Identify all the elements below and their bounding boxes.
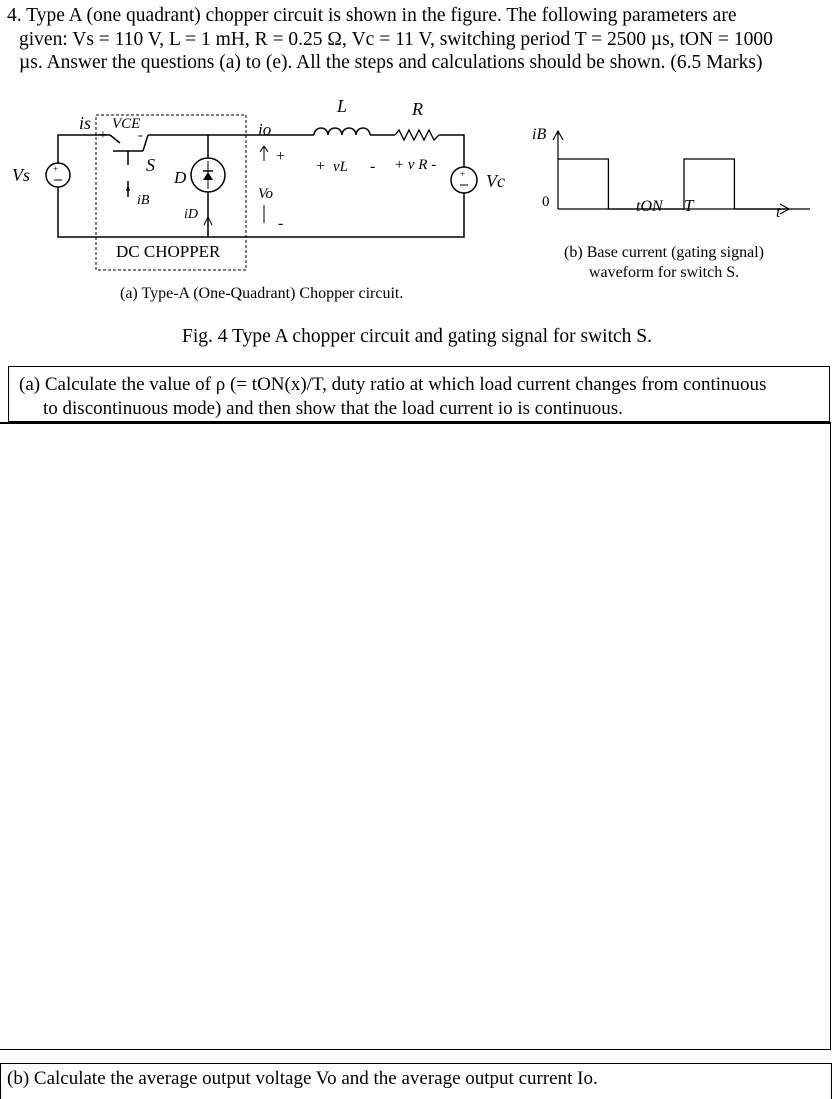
- vce-plus: +: [99, 128, 107, 143]
- resistor-r: [395, 130, 440, 140]
- vo-plus: +: [276, 148, 286, 165]
- vr-label: + v R -: [394, 157, 437, 173]
- waveform-t-period: T: [684, 196, 694, 215]
- transistor-switch: [110, 135, 148, 197]
- inductor-l: [314, 128, 370, 135]
- diode-d-label: D: [174, 168, 187, 187]
- vs-source-plus: +: [53, 164, 59, 174]
- inductor-label: L: [337, 96, 348, 116]
- vo-label: Vo: [258, 186, 273, 202]
- id-label: iD: [184, 207, 198, 222]
- caption-b-line-1: (b) Base current (gating signal): [564, 244, 764, 261]
- vs-label: Vs: [12, 165, 30, 185]
- waveform-ton: tON: [636, 198, 663, 215]
- question-line-3: µs. Answer the questions (a) to (e). All the steps and calculations should be shown. (6.5 Marks): [19, 52, 763, 73]
- ib-label: iB: [137, 193, 150, 208]
- is-label: is: [79, 113, 92, 133]
- resistor-label: R: [412, 99, 423, 119]
- vl-label: vL: [333, 159, 348, 175]
- part-a-answer-area[interactable]: [0, 422, 831, 1050]
- caption-a: (a) Type-A (One-Quadrant) Chopper circuit.: [120, 285, 404, 302]
- question-line-2: given: Vs = 110 V, L = 1 mH, R = 0.25 Ω, Vc = 11 V, switching period T = 2500 µs, tON = 1000: [19, 28, 773, 50]
- dc-chopper-label: DC CHOPPER: [116, 242, 221, 261]
- waveform-t-axis: t: [776, 204, 781, 221]
- caption-b-line-2: waveform for switch S.: [588, 264, 740, 281]
- io-label: io: [258, 120, 272, 139]
- question-line-1: 4. Type A (one quadrant) chopper circuit is shown in the figure. The following parameters are: [7, 5, 737, 26]
- figure-caption: Fig. 4 Type A chopper circuit and gating signal for switch S.: [182, 326, 652, 347]
- part-a-box: [8, 366, 830, 422]
- vl-plus: +: [316, 158, 326, 175]
- part-a-line-1: (a) Calculate the value of ρ (= tON(x)/T, duty ratio at which load current changes from continuous: [19, 374, 767, 395]
- waveform-ylabel: iB: [532, 126, 547, 143]
- question-text: [7, 4, 825, 75]
- part-a-line-2: to discontinuous mode) and then show that the load current io is continuous.: [43, 398, 623, 419]
- ib-waveform: [553, 131, 810, 214]
- vc-label: Vc: [486, 171, 505, 191]
- part-b-box: [0, 1063, 832, 1099]
- waveform-origin: 0: [542, 194, 550, 210]
- vl-minus: -: [370, 158, 376, 175]
- vce-minus: -: [138, 128, 143, 143]
- vo-minus: -: [278, 215, 284, 232]
- part-b-text: (b) Calculate the average output voltage Vo and the average output current Io.: [7, 1068, 598, 1089]
- vc-source-plus: +: [460, 169, 466, 179]
- switch-s-label: S: [146, 155, 155, 175]
- figure-4: [0, 95, 834, 305]
- vce-label: VCE: [112, 116, 141, 132]
